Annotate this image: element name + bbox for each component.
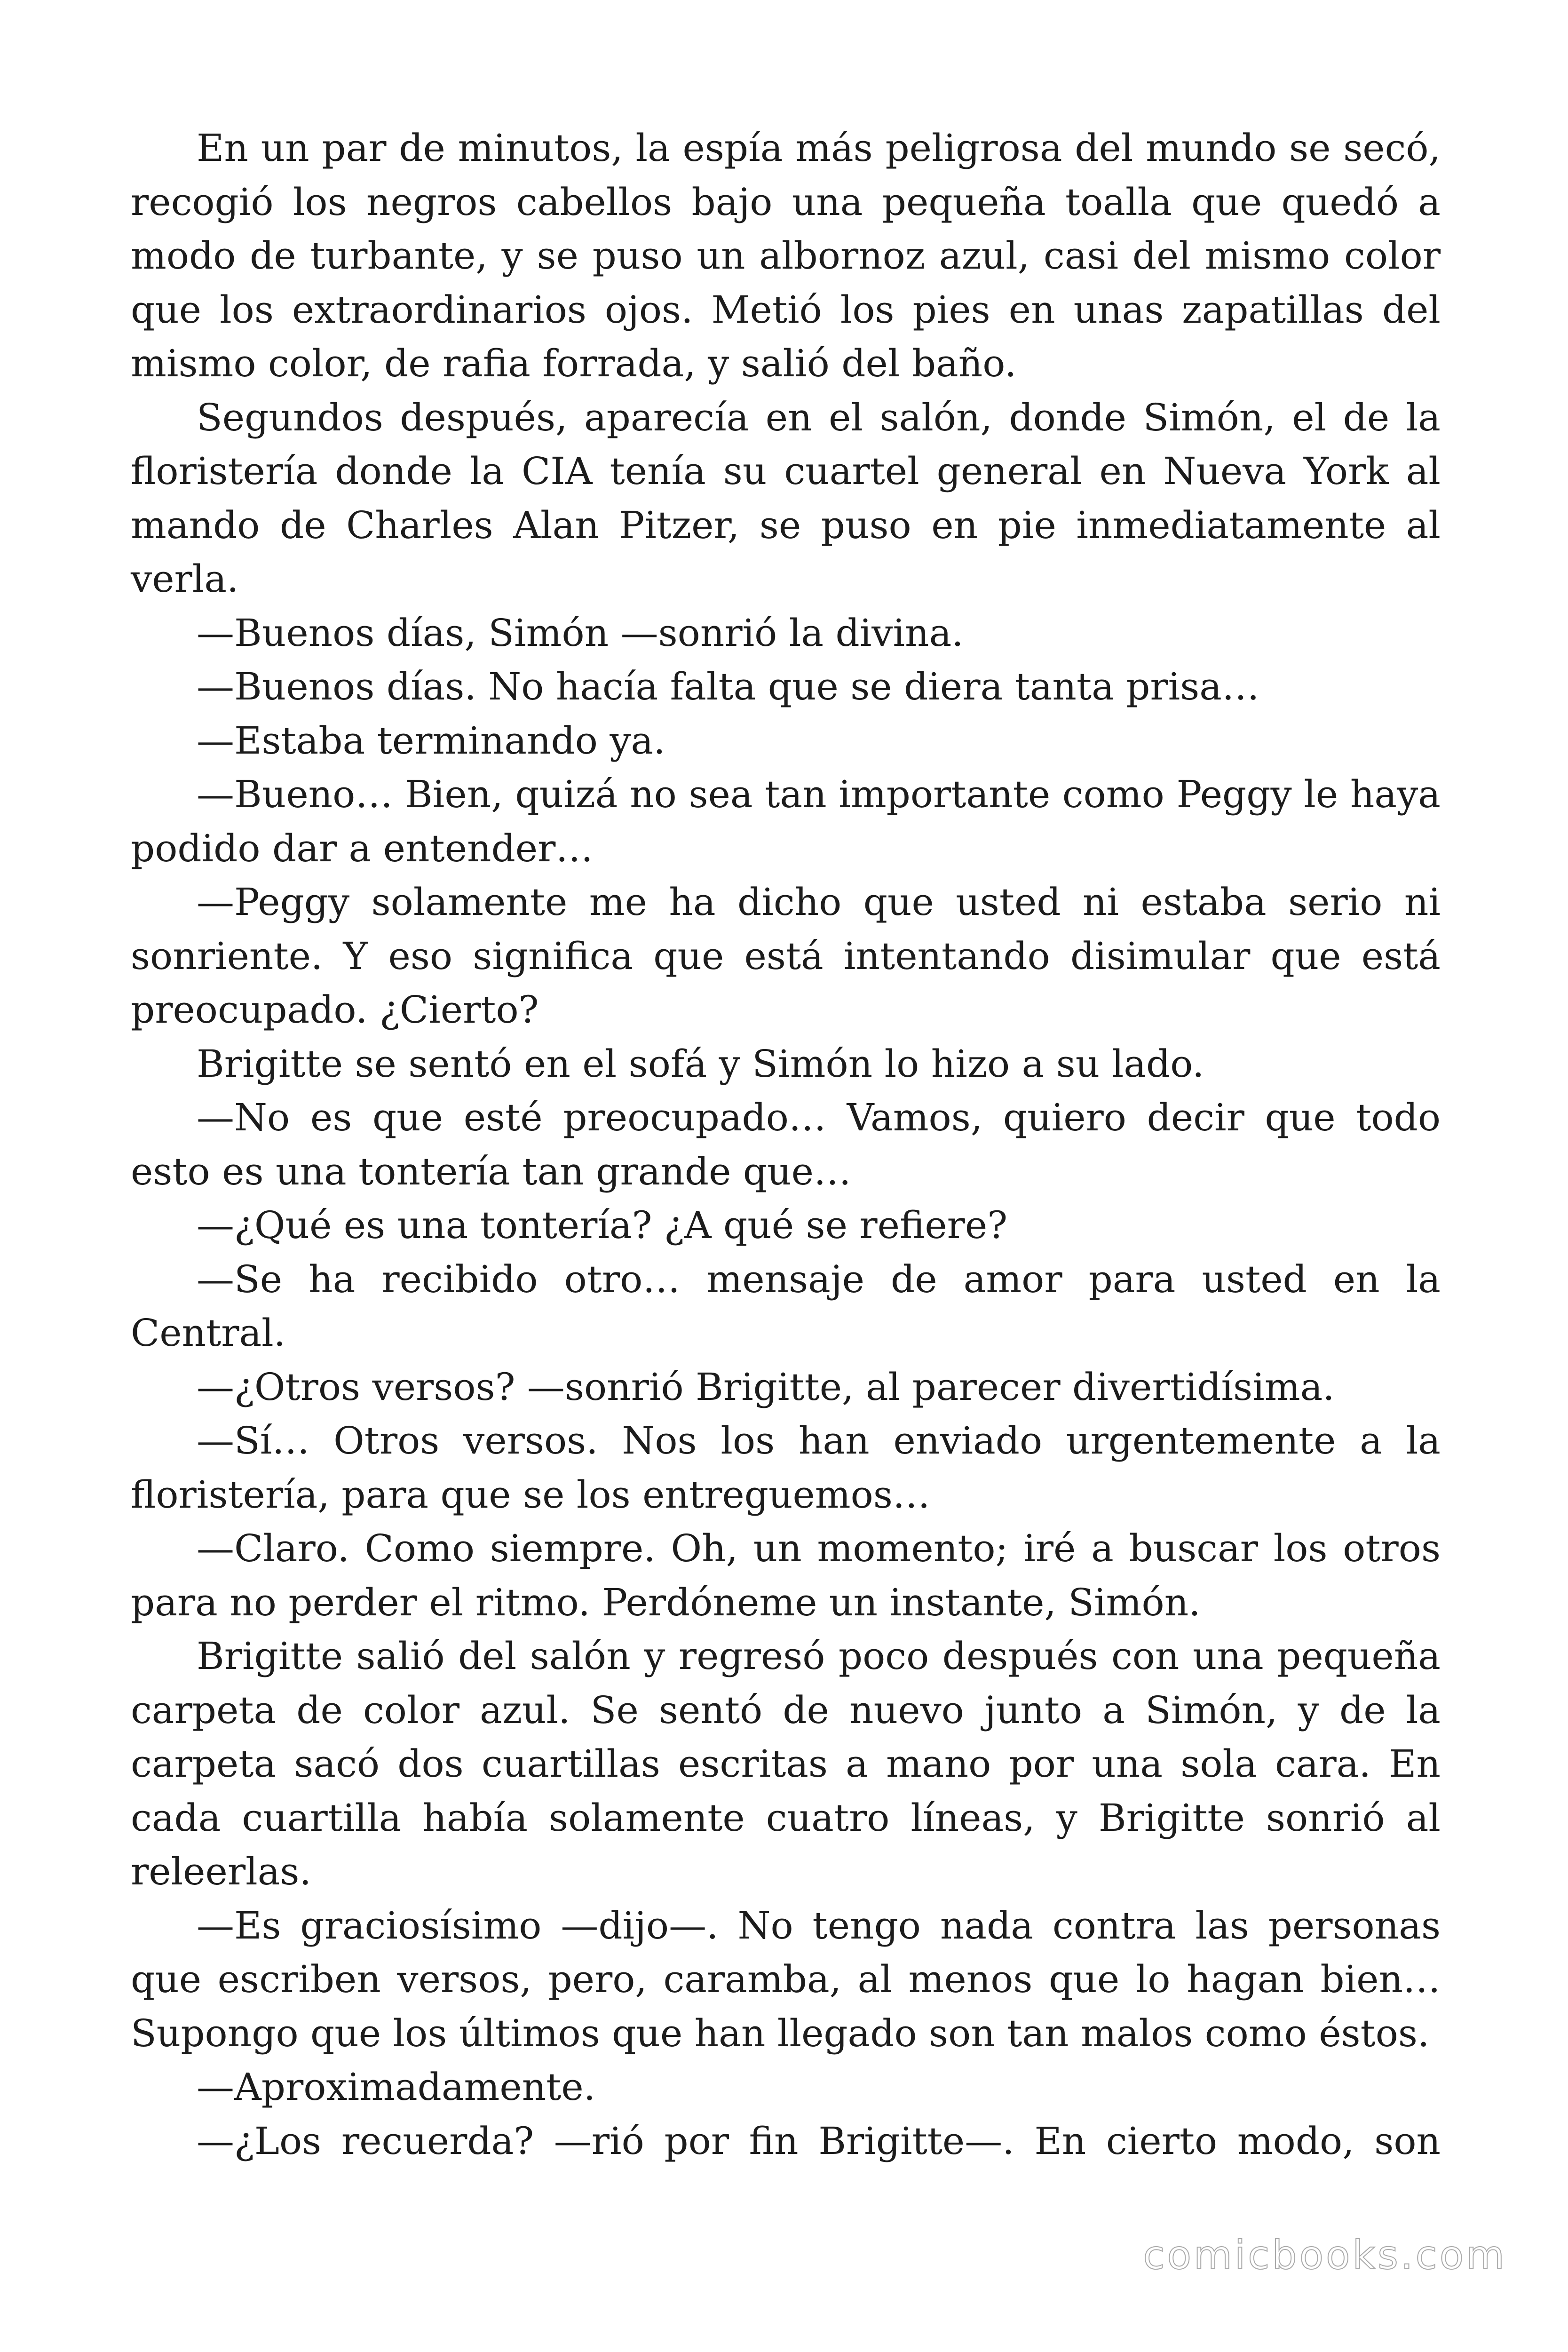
dialogue-line: —Bueno… Bien, quizá no sea tan importante como Peggy le haya podido dar a entender… (131, 772, 1441, 870)
dialogue-line: —Buenos días. No hacía falta que se diera tanta prisa… (197, 665, 1259, 708)
paragraph: Brigitte salió del salón y regresó poco después con una pequeña carpeta de color azul. Se sentó de nuevo junto a Simón, y de la carpeta sacó dos cuartillas escritas a mano por una sola cara. En cada cuartilla había solamente cuatro líneas, y Brigitte sonrió al releerlas. (131, 1634, 1441, 1893)
dialogue-line: —Estaba terminando ya. (197, 718, 665, 763)
dialogue-line: —Buenos días, Simón —sonrió la divina. (197, 611, 964, 655)
dialogue-line: —Peggy solamente me ha dicho que usted ni estaba serio ni sonriente. Y eso significa que está intentando disimular que está preocupado. ¿Cierto? (131, 880, 1441, 1032)
paragraph: Segundos después, aparecía en el salón, donde Simón, el de la floristería donde la CIA tenía su cuartel general en Nueva York al mando de Charles Alan Pitzer, se puso en pie inmediatamente al verla. (131, 395, 1441, 601)
dialogue-line: —No es que esté preocupado… Vamos, quiero decir que todo esto es una tontería tan grande que… (131, 1096, 1441, 1193)
paragraph: En un par de minutos, la espía más peligrosa del mundo se secó, recogió los negros cabellos bajo una pequeña toalla que quedó a modo de turbante, y se puso un albornoz azul, casi del mismo color que los extraordinarios ojos. Metió los pies en unas zapatillas del mismo color, de rafia forrada, y salió del baño. (131, 126, 1441, 385)
body-text (131, 121, 1441, 2168)
watermark: comicbooks.com (1143, 2232, 1507, 2278)
dialogue-line: —¿Qué es una tontería? ¿A qué se refiere? (197, 1203, 1008, 1247)
dialogue-line: —Sí… Otros versos. Nos los han enviado urgentemente a la floristería, para que se los entreguemos… (131, 1419, 1441, 1517)
dialogue-line: —Es graciosísimo —dijo—. No tengo nada contra las personas que escriben versos, pero, caramba, al menos que lo hagan bien… Supongo que los últimos que han llegado son tan malos como éstos. (131, 1903, 1441, 2055)
dialogue-line: —Se ha recibido otro… mensaje de amor para usted en la Central. (131, 1257, 1441, 1355)
dialogue-line: —Aproximadamente. (197, 2065, 596, 2109)
dialogue-line: —Claro. Como siempre. Oh, un momento; iré a buscar los otros para no perder el ritmo. Perdóneme un instante, Simón. (131, 1526, 1441, 1624)
paragraph: Brigitte se sentó en el sofá y Simón lo hizo a su lado. (197, 1041, 1204, 1086)
dialogue-line: —¿Otros versos? —sonrió Brigitte, al parecer divertidísima. (197, 1365, 1335, 1409)
dialogue-line: —¿Los recuerda? —rió por fin Brigitte—. En cierto modo, son (197, 2119, 1441, 2163)
